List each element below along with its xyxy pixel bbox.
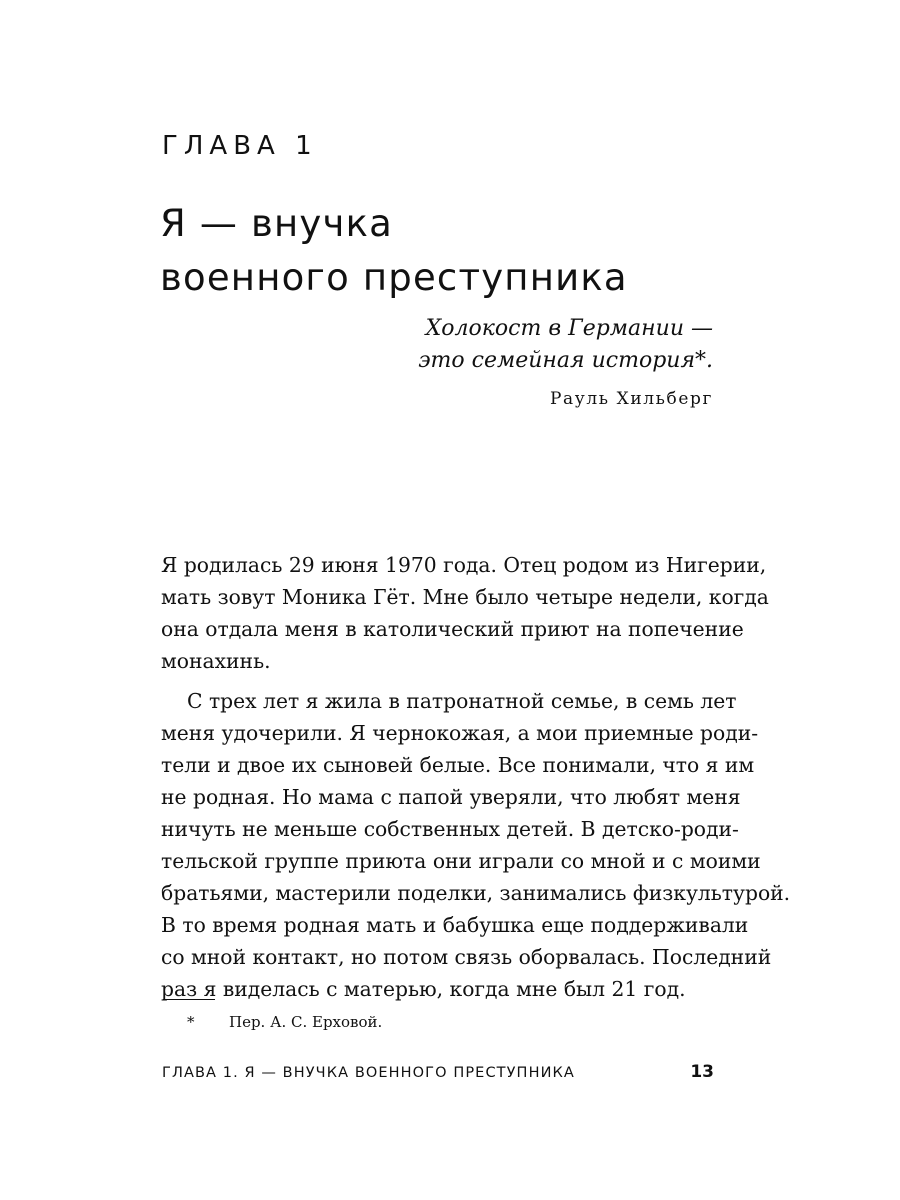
footnote-rule	[163, 999, 215, 1000]
epigraph-quote-line: Холокост в Германии —	[425, 316, 713, 341]
text-line: монахинь.	[161, 649, 271, 673]
text-line: ничуть не меньше собственных детей. В детско-роди-	[161, 817, 739, 841]
footnote	[187, 1011, 382, 1033]
text-line: не родная. Но мама с папой уверяли, что любят меня	[161, 785, 741, 809]
text-line: со мной контакт, но потом связь оборвалась. Последний	[161, 945, 772, 969]
page-number: 13	[690, 1062, 714, 1082]
text-line: тельской группе приюта они играли со мной и с моими	[161, 849, 761, 873]
epigraph-quote-line: это семейная история*.	[418, 348, 713, 373]
text-line: меня удочерили. Я чернокожая, а мои приемные роди-	[161, 721, 759, 745]
paragraph-gap	[161, 677, 713, 685]
chapter-title-line: Я — внучка	[160, 202, 394, 245]
epigraph	[418, 313, 713, 411]
running-footer: ГЛАВА 1. Я — ВНУЧКА ВОЕННОГО ПРЕСТУПНИКА	[162, 1065, 575, 1081]
epigraph-author: Рауль Хильберг	[549, 389, 713, 409]
text-line: мать зовут Моника Гёт. Мне было четыре недели, когда	[161, 585, 769, 609]
text-line: она отдала меня в католический приют на попечение	[161, 617, 744, 641]
text-line: братьями, мастерили поделки, занимались физкультурой.	[161, 881, 791, 905]
body-text	[161, 549, 791, 1005]
footnote-text: Пер. А. С. Ерховой.	[229, 1013, 383, 1031]
paragraph	[161, 685, 791, 1005]
text-line: С трех лет я жила в патронатной семье, в семь лет	[187, 689, 737, 713]
text-line: Я родилась 29 июня 1970 года. Отец родом из Нигерии,	[161, 553, 767, 577]
footnote-marker: *	[187, 1013, 195, 1031]
chapter-label: ГЛАВА 1	[162, 131, 318, 161]
chapter-title-line: военного преступника	[160, 256, 628, 299]
text-line: В то время родная мать и бабушка еще поддерживали	[161, 913, 749, 937]
text-line: тели и двое их сыновей белые. Все понимали, что я им	[161, 753, 755, 777]
chapter-title	[160, 197, 628, 305]
text-line: раз я виделась с матерью, когда мне был 21 год.	[161, 977, 686, 1001]
paragraph	[161, 549, 769, 677]
